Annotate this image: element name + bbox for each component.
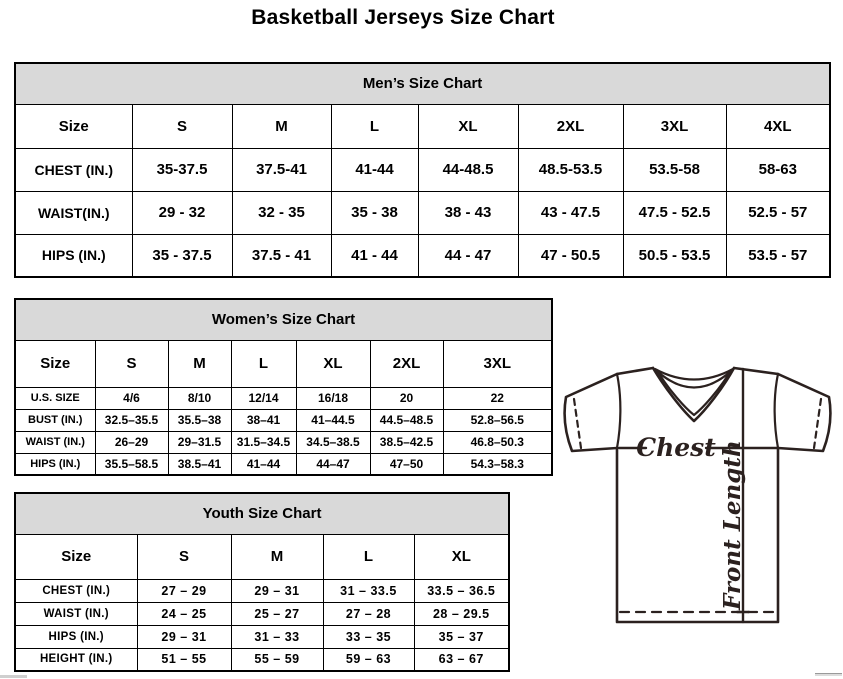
measurement-cell: 55 – 59	[231, 648, 323, 671]
measurement-cell: 47 - 50.5	[518, 234, 623, 277]
measurement-cell: 41–44	[231, 453, 296, 475]
size-column-header: M	[232, 104, 331, 148]
front-length-label: Front Length	[719, 440, 746, 610]
measurement-cell: 44.5–48.5	[370, 409, 443, 431]
measurement-cell: 50.5 - 53.5	[623, 234, 726, 277]
size-column-header: L	[323, 534, 414, 579]
measurement-cell: 29 - 32	[132, 191, 232, 234]
measurement-cell: 35-37.5	[132, 148, 232, 191]
measurement-cell: 28 – 29.5	[414, 602, 509, 625]
size-header-row	[15, 534, 509, 579]
size-column-header: 2XL	[370, 340, 443, 387]
table-header-row	[15, 299, 552, 340]
measurement-cell: 16/18	[296, 387, 370, 409]
jersey-right-armhole	[775, 374, 778, 448]
jersey-left-cuff-dashes	[574, 399, 581, 448]
womens-size-chart-table	[14, 298, 553, 476]
row-label: CHEST (IN.)	[15, 579, 137, 602]
size-column-label: Size	[15, 534, 137, 579]
size-column-header: S	[95, 340, 168, 387]
size-column-header: L	[231, 340, 296, 387]
measurement-cell: 32.5–35.5	[95, 409, 168, 431]
cropped-ui-fragment-right	[815, 673, 842, 676]
size-column-header: 2XL	[518, 104, 623, 148]
measurement-cell: 31.5–34.5	[231, 431, 296, 453]
measurement-cell: 32 - 35	[232, 191, 331, 234]
row-label: CHEST (IN.)	[15, 148, 132, 191]
measurement-cell: 38 - 43	[418, 191, 518, 234]
measurement-cell: 38.5–42.5	[370, 431, 443, 453]
size-header-row	[15, 340, 552, 387]
measurement-cell: 52.8–56.5	[443, 409, 552, 431]
measurement-cell: 26–29	[95, 431, 168, 453]
measurement-cell: 37.5-41	[232, 148, 331, 191]
measurement-cell: 58-63	[726, 148, 830, 191]
jersey-right-sleeve	[778, 374, 830, 451]
page-title: Basketball Jerseys Size Chart	[251, 6, 555, 29]
measurement-row	[15, 387, 552, 409]
size-column-header: S	[137, 534, 231, 579]
measurement-cell: 31 – 33.5	[323, 579, 414, 602]
size-column-header: XL	[414, 534, 509, 579]
table-title: Youth Size Chart	[15, 493, 509, 534]
measurement-row	[15, 579, 509, 602]
cropped-ui-fragment-left	[0, 675, 27, 678]
jersey-shoulders	[617, 368, 778, 374]
measurement-cell: 47.5 - 52.5	[623, 191, 726, 234]
measurement-cell: 38–41	[231, 409, 296, 431]
row-label: U.S. SIZE	[15, 387, 95, 409]
measurement-cell: 29 – 31	[137, 625, 231, 648]
jersey-diagram-drawing	[556, 360, 842, 662]
size-column-header: XL	[296, 340, 370, 387]
chest-label: Chest	[636, 433, 716, 462]
table-title: Women’s Size Chart	[15, 299, 552, 340]
jersey-measurement-diagram	[556, 360, 842, 662]
measurement-cell: 41 - 44	[331, 234, 418, 277]
measurement-cell: 31 – 33	[231, 625, 323, 648]
size-column-header: M	[231, 534, 323, 579]
jersey-right-cuff-dashes	[814, 399, 821, 448]
size-column-label: Size	[15, 340, 95, 387]
size-column-header: XL	[418, 104, 518, 148]
measurement-cell: 4/6	[95, 387, 168, 409]
size-column-header: L	[331, 104, 418, 148]
table-header-row	[15, 493, 509, 534]
measurement-cell: 35 – 37	[414, 625, 509, 648]
measurement-row	[15, 648, 509, 671]
measurement-cell: 12/14	[231, 387, 296, 409]
jersey-body-outline	[617, 448, 778, 622]
size-column-header: 4XL	[726, 104, 830, 148]
measurement-cell: 27 – 28	[323, 602, 414, 625]
measurement-cell: 27 – 29	[137, 579, 231, 602]
measurement-cell: 24 – 25	[137, 602, 231, 625]
measurement-cell: 29–31.5	[168, 431, 231, 453]
row-label: HIPS (IN.)	[15, 625, 137, 648]
measurement-cell: 63 – 67	[414, 648, 509, 671]
measurement-row	[15, 453, 552, 475]
measurement-cell: 8/10	[168, 387, 231, 409]
row-label: WAIST(IN.)	[15, 191, 132, 234]
measurement-cell: 59 – 63	[323, 648, 414, 671]
jersey-left-sleeve	[565, 374, 617, 451]
measurement-cell: 38.5–41	[168, 453, 231, 475]
measurement-row	[15, 625, 509, 648]
size-column-header: M	[168, 340, 231, 387]
measurement-cell: 44–47	[296, 453, 370, 475]
size-column-header: 3XL	[623, 104, 726, 148]
measurement-cell: 43 - 47.5	[518, 191, 623, 234]
measurement-cell: 35.5–38	[168, 409, 231, 431]
measurement-cell: 53.5-58	[623, 148, 726, 191]
measurement-cell: 35.5–58.5	[95, 453, 168, 475]
measurement-cell: 44-48.5	[418, 148, 518, 191]
measurement-cell: 44 - 47	[418, 234, 518, 277]
measurement-row	[15, 409, 552, 431]
measurement-row	[15, 602, 509, 625]
measurement-cell: 33.5 – 36.5	[414, 579, 509, 602]
measurement-cell: 25 – 27	[231, 602, 323, 625]
row-label: HIPS (IN.)	[15, 234, 132, 277]
measurement-cell: 20	[370, 387, 443, 409]
size-column-label: Size	[15, 104, 132, 148]
measurement-cell: 41-44	[331, 148, 418, 191]
row-label: HEIGHT (IN.)	[15, 648, 137, 671]
row-label: BUST (IN.)	[15, 409, 95, 431]
measurement-cell: 41–44.5	[296, 409, 370, 431]
measurement-cell: 35 - 38	[331, 191, 418, 234]
size-column-header: 3XL	[443, 340, 552, 387]
table-header-row	[15, 63, 830, 104]
measurement-row	[15, 431, 552, 453]
measurement-cell: 52.5 - 57	[726, 191, 830, 234]
measurement-cell: 22	[443, 387, 552, 409]
measurement-cell: 53.5 - 57	[726, 234, 830, 277]
row-label: WAIST (IN.)	[15, 602, 137, 625]
table-title: Men’s Size Chart	[15, 63, 830, 104]
jersey-left-armhole	[617, 374, 620, 448]
measurement-cell: 34.5–38.5	[296, 431, 370, 453]
measurement-cell: 37.5 - 41	[232, 234, 331, 277]
measurement-row	[15, 234, 830, 277]
size-column-header: S	[132, 104, 232, 148]
measurement-cell: 47–50	[370, 453, 443, 475]
jersey-collar-outer-v	[653, 368, 734, 421]
row-label: WAIST (IN.)	[15, 431, 95, 453]
measurement-cell: 33 – 35	[323, 625, 414, 648]
measurement-cell: 51 – 55	[137, 648, 231, 671]
measurement-cell: 29 – 31	[231, 579, 323, 602]
row-label: HIPS (IN.)	[15, 453, 95, 475]
measurement-cell: 48.5-53.5	[518, 148, 623, 191]
measurement-cell: 54.3–58.3	[443, 453, 552, 475]
mens-size-chart-table	[14, 62, 831, 278]
youth-size-chart-table	[14, 492, 510, 672]
size-header-row	[15, 104, 830, 148]
measurement-row	[15, 191, 830, 234]
measurement-cell: 46.8–50.3	[443, 431, 552, 453]
measurement-cell: 35 - 37.5	[132, 234, 232, 277]
measurement-row	[15, 148, 830, 191]
